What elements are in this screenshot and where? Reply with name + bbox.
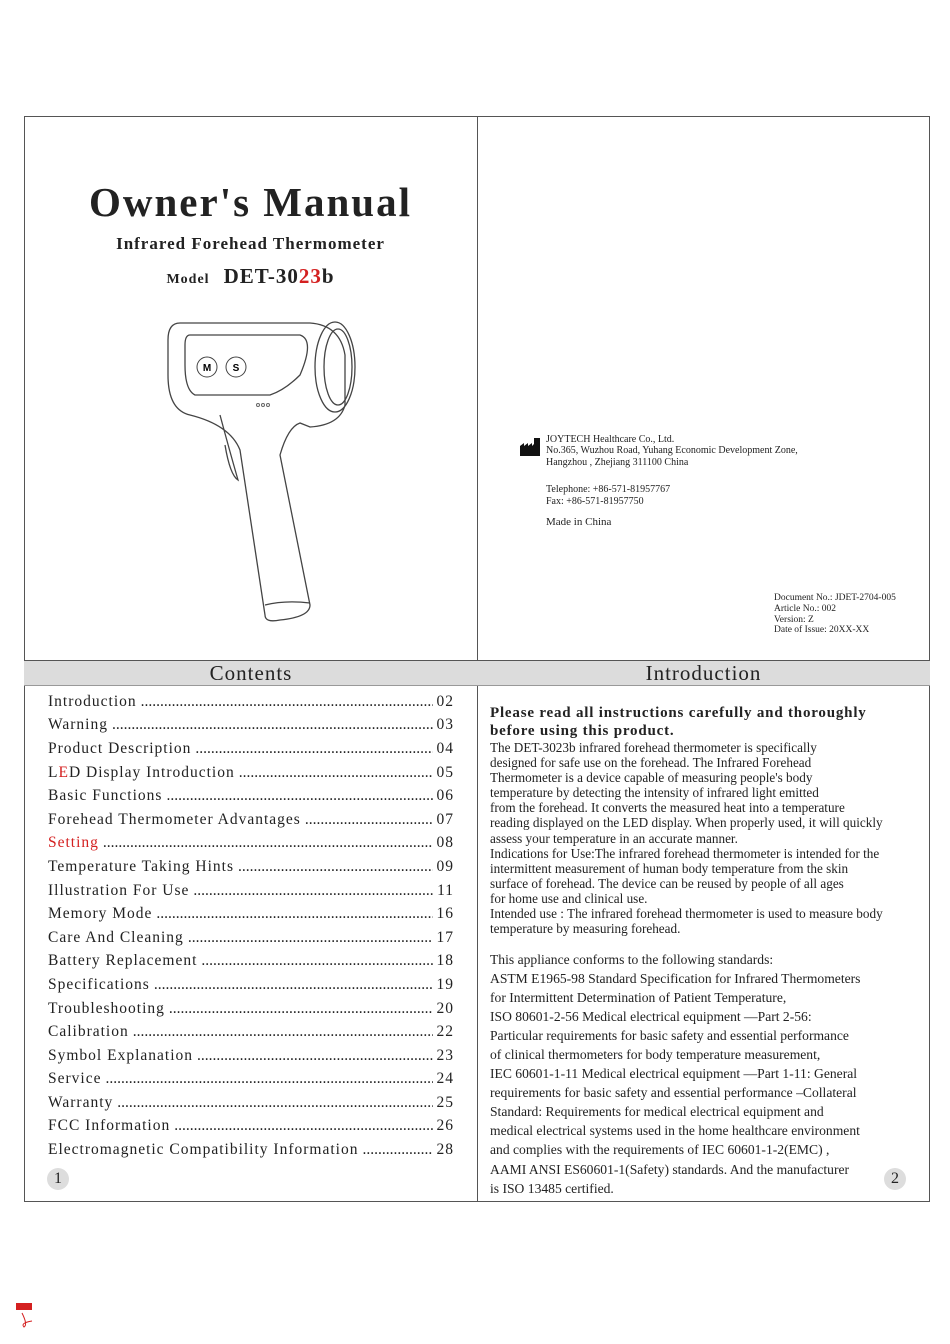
thermometer-illustration bbox=[160, 315, 360, 625]
contents-heading: Contents bbox=[24, 660, 478, 686]
standards-line: IEC 60601-1-11 Medical electrical equipment —Part 1-11: General bbox=[490, 1066, 858, 1082]
introduction-heading: Introduction bbox=[477, 660, 930, 686]
toc-page: 05 bbox=[436, 763, 454, 781]
toc-label: Service bbox=[48, 1070, 102, 1088]
toc-leader bbox=[238, 858, 433, 876]
toc-page: 02 bbox=[436, 692, 454, 710]
toc-label: Specifications bbox=[48, 975, 150, 993]
document-number: Document No.: JDET-2704-005 bbox=[774, 593, 896, 603]
toc-leader bbox=[133, 1023, 433, 1041]
toc-page: 18 bbox=[436, 952, 454, 970]
toc-entry[interactable] bbox=[48, 1020, 454, 1044]
toc-label: Troubleshooting bbox=[48, 999, 165, 1017]
toc-leader bbox=[174, 1117, 432, 1135]
toc-entry[interactable] bbox=[48, 1044, 454, 1068]
toc-leader bbox=[305, 811, 433, 829]
toc-entry[interactable] bbox=[48, 1091, 454, 1115]
m-button-label: M bbox=[202, 363, 212, 374]
intro-line: The DET-3023b infrared forehead thermometer is specifically bbox=[490, 740, 817, 755]
version: Version: Z bbox=[774, 614, 814, 625]
toc-leader bbox=[197, 1047, 432, 1065]
toc-entry[interactable] bbox=[48, 832, 454, 856]
toc-entry[interactable] bbox=[48, 784, 454, 808]
toc-label: LED Display Introduction bbox=[48, 763, 235, 781]
toc-leader bbox=[166, 787, 432, 805]
toc-leader bbox=[141, 693, 433, 711]
toc-label: Setting bbox=[48, 834, 99, 852]
toc-label: Battery Replacement bbox=[48, 952, 198, 970]
toc-page: 07 bbox=[436, 810, 454, 828]
toc-entry[interactable] bbox=[48, 737, 454, 761]
toc-page: 06 bbox=[436, 787, 454, 805]
toc-leader bbox=[103, 834, 433, 852]
toc-page: 03 bbox=[436, 716, 454, 734]
toc-label: Care And Cleaning bbox=[48, 928, 184, 946]
toc-page: 11 bbox=[437, 881, 454, 899]
standards-line: for Intermittent Determination of Patient Temperature, bbox=[490, 990, 787, 1006]
intro-line: Intended use : The infrared forehead thermometer is used to measure body bbox=[490, 906, 883, 922]
toc-leader bbox=[239, 764, 433, 782]
intro-line: assess your temperature in an accurate manner. bbox=[490, 830, 738, 846]
toc-label: Product Description bbox=[48, 739, 192, 757]
standards-line: requirements for basic safety and essential performance –Collateral bbox=[490, 1085, 857, 1101]
toc-entry[interactable] bbox=[48, 902, 454, 926]
toc-leader bbox=[362, 1141, 432, 1159]
toc-page: 23 bbox=[436, 1046, 454, 1064]
toc-page: 16 bbox=[436, 905, 454, 923]
toc-page: 20 bbox=[436, 999, 454, 1017]
toc-leader bbox=[112, 716, 433, 734]
model-number bbox=[224, 264, 335, 288]
toc-label: Warning bbox=[48, 716, 108, 734]
toc-entry[interactable] bbox=[48, 690, 454, 714]
toc-leader bbox=[154, 976, 433, 994]
manufacturer-icon bbox=[520, 438, 540, 456]
toc-entry[interactable] bbox=[48, 1068, 454, 1092]
intro-line: reading displayed on the LED display. When properly used, it will quickly bbox=[490, 815, 883, 831]
model-suffix: b bbox=[321, 264, 335, 288]
page-divider bbox=[477, 116, 478, 1202]
intro-line: surface of forehead. The device can be reused by people of all ages bbox=[490, 875, 844, 891]
intro-line: intermittent measurement of human body temperature from the skin bbox=[490, 860, 849, 876]
toc-page: 22 bbox=[436, 1023, 454, 1041]
standards-line: of clinical thermometers for body temperature measurement, bbox=[490, 1047, 821, 1063]
toc-leader bbox=[193, 882, 433, 900]
toc-entry[interactable] bbox=[48, 926, 454, 950]
model-prefix: DET-30 bbox=[223, 264, 299, 288]
standards-line: Particular requirements for basic safety and essential performance bbox=[490, 1028, 849, 1044]
toc-entry[interactable] bbox=[48, 1115, 454, 1139]
intro-line: from the forehead. It converts the measured heat into a temperature bbox=[490, 800, 845, 816]
toc-entry[interactable] bbox=[48, 808, 454, 832]
intro-line: for home use and clinical use. bbox=[490, 890, 648, 906]
toc-label: Warranty bbox=[48, 1093, 114, 1111]
toc-label: Illustration For Use bbox=[48, 881, 190, 899]
article-number: Article No.: 002 bbox=[774, 603, 837, 614]
toc-page: 26 bbox=[436, 1117, 454, 1135]
toc-entry[interactable] bbox=[48, 973, 454, 997]
page-number-2: 2 bbox=[884, 1168, 906, 1190]
intro-line: temperature by detecting the intensity of infrared light emitted bbox=[490, 785, 819, 801]
toc-leader bbox=[169, 1000, 433, 1018]
model-red: 23 bbox=[298, 264, 322, 288]
manual-subtitle: Infrared Forehead Thermometer bbox=[116, 234, 385, 253]
intro-line: designed for safe use on the forehead. The Infrared Forehead bbox=[490, 755, 812, 771]
manufacturer-name: JOYTECH Healthcare Co., Ltd. bbox=[546, 434, 675, 445]
standards-line: and complies with the requirements of IEC 60601-1-2(EMC) , bbox=[490, 1142, 830, 1158]
toc-entry[interactable] bbox=[48, 997, 454, 1021]
model-label: Model bbox=[166, 272, 210, 287]
made-in: Made in China bbox=[546, 516, 612, 529]
toc-entry[interactable] bbox=[48, 1138, 454, 1162]
toc-page: 28 bbox=[436, 1141, 454, 1159]
model-line bbox=[24, 264, 477, 289]
manufacturer-info bbox=[546, 434, 798, 528]
toc-entry[interactable] bbox=[48, 855, 454, 879]
toc-entry[interactable] bbox=[48, 950, 454, 974]
toc-leader bbox=[188, 929, 433, 947]
manufacturer-city: Hangzhou , Zhejiang 311100 China bbox=[546, 456, 689, 468]
toc-leader bbox=[105, 1070, 432, 1088]
intro-line: temperature by measuring forehead. bbox=[490, 921, 681, 937]
s-button-label: S bbox=[232, 363, 240, 374]
standards-line: ISO 80601-2-56 Medical electrical equipment —Part 2-56: bbox=[490, 1009, 812, 1025]
toc-label: Introduction bbox=[48, 692, 137, 710]
toc-entry[interactable] bbox=[48, 714, 454, 738]
page-number-1: 1 bbox=[47, 1168, 69, 1190]
telephone: Telephone: +86-571-81957767 bbox=[546, 484, 671, 496]
standards-line: is ISO 13485 certified. bbox=[490, 1180, 614, 1196]
toc-label: Symbol Explanation bbox=[48, 1046, 194, 1064]
toc-page: 17 bbox=[436, 928, 454, 946]
standards-line: Standard: Requirements for medical electrical equipment and bbox=[490, 1104, 824, 1120]
toc-label: Forehead Thermometer Advantages bbox=[48, 810, 301, 828]
toc-page: 08 bbox=[436, 834, 454, 852]
intro-line: Thermometer is a device capable of measuring people's body bbox=[490, 770, 813, 786]
toc-page: 24 bbox=[436, 1070, 454, 1088]
standards-line: This appliance conforms to the following standards: bbox=[490, 952, 774, 967]
toc-label: Temperature Taking Hints bbox=[48, 857, 234, 875]
toc-label: Memory Mode bbox=[48, 905, 153, 923]
toc-leader bbox=[195, 740, 432, 758]
issue-date: Date of Issue: 20XX-XX bbox=[774, 625, 870, 636]
table-of-contents bbox=[48, 690, 454, 1162]
toc-label: Basic Functions bbox=[48, 787, 163, 805]
standards-line: ASTM E1965-98 Standard Specification for Infrared Thermometers bbox=[490, 971, 861, 987]
toc-page: 19 bbox=[436, 975, 454, 993]
introduction-text bbox=[490, 704, 930, 936]
toc-label: Calibration bbox=[48, 1023, 129, 1041]
fax: Fax: +86-571-81957750 bbox=[546, 495, 644, 507]
standards-text bbox=[490, 950, 920, 1198]
toc-leader bbox=[117, 1094, 432, 1112]
toc-page: 09 bbox=[436, 857, 454, 875]
toc-entry[interactable] bbox=[48, 761, 454, 785]
pdf-icon bbox=[16, 1303, 38, 1329]
toc-entry[interactable] bbox=[48, 879, 454, 903]
intro-line: Indications for Use:The infrared forehead thermometer is intended for the bbox=[490, 845, 880, 861]
toc-leader bbox=[201, 952, 432, 970]
toc-leader bbox=[156, 905, 432, 923]
toc-label: Electromagnetic Compatibility Information bbox=[48, 1141, 359, 1159]
standards-line: medical electrical systems used in the home healthcare environment bbox=[490, 1123, 860, 1139]
manual-title: Owner's Manual bbox=[89, 179, 412, 225]
toc-page: 04 bbox=[436, 739, 454, 757]
document-info bbox=[774, 593, 896, 636]
intro-warning: Please read all instructions carefully and thoroughly before using this product. bbox=[490, 705, 867, 739]
standards-line: AAMI ANSI ES60601-1(Safety) standards. And the manufacturer bbox=[490, 1161, 850, 1177]
toc-label: FCC Information bbox=[48, 1117, 171, 1135]
toc-page: 25 bbox=[436, 1093, 454, 1111]
manufacturer-address: No.365, Wuzhou Road, Yuhang Economic Development Zone, bbox=[546, 445, 798, 457]
